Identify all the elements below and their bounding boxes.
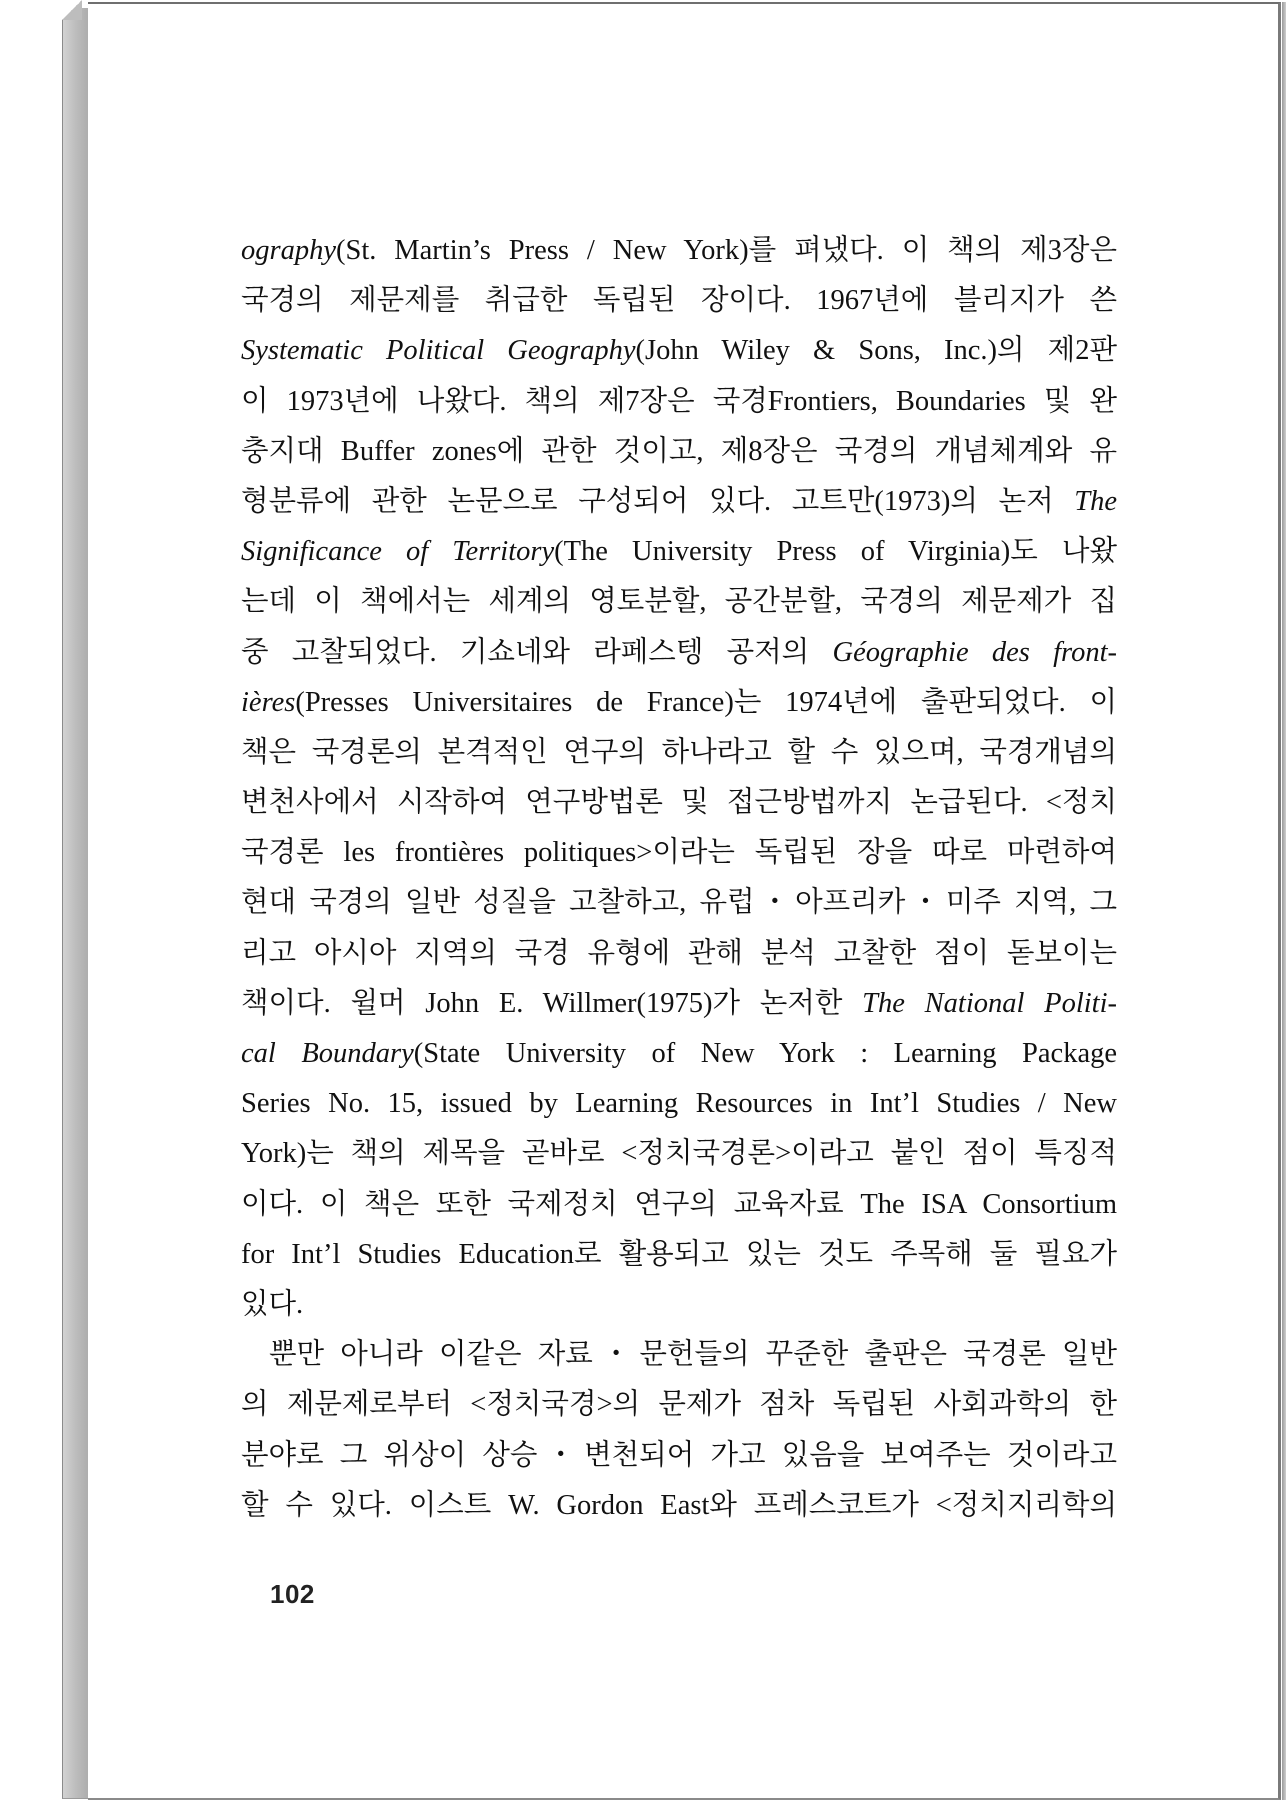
text-line: cal Boundary(State University of New York : Learning Package [241, 1038, 1117, 1069]
text-line: 리고 아시아 지역의 국경 유형에 관해 분석 고찰한 점이 돋보이는 [241, 937, 1117, 969]
text-line: 이 1973년에 나왔다. 책의 제7장은 국경Frontiers, Boundaries 및 완 [241, 385, 1117, 417]
italic-title: ography [241, 235, 336, 266]
text-line: 의 제문제로부터 <정치국경>의 문제가 점차 독립된 사회과학의 한 [241, 1389, 1117, 1421]
text-line: 형분류에 관한 논문으로 구성되어 있다. 고트만(1973)의 논저 The [241, 485, 1117, 517]
page-shadow [1282, 2, 1286, 1800]
text-line: 분야로 그 위상이 상승・변천되어 가고 있음을 보여주는 것이라고 [241, 1439, 1117, 1471]
body-text [241, 226, 1117, 1531]
italic-title: Significance of Territory [241, 536, 555, 568]
text-line-paragraph-end: 있다. [241, 1288, 304, 1320]
text-line: 책이다. 윌머 John E. Willmer(1975)가 논저한 The National Politi- [241, 987, 1117, 1019]
text-line: 책은 국경론의 본격적인 연구의 하나라고 할 수 있으며, 국경개념의 [241, 736, 1117, 768]
book-page-edge [62, 8, 91, 1799]
italic-title: Systematic Political Geography [241, 335, 636, 367]
text-line: 이다. 이 책은 또한 국제정치 연구의 교육자료 The ISA Consortium [241, 1188, 1117, 1220]
text-line: Significance of Territory(The University Press of Virginia)도 나왔 [241, 536, 1117, 568]
text-line: Series No. 15, issued by Learning Resources in Int’l Studies / New [241, 1088, 1117, 1120]
italic-title: cal Boundary [241, 1038, 414, 1069]
page-number: 102 [270, 1579, 315, 1609]
text-line: 충지대 Buffer zones에 관한 것이고, 제8장은 국경의 개념체계와 유 [241, 435, 1117, 467]
text-line: York)는 책의 제목을 곧바로 <정치국경론>이라고 붙인 점이 특징적 [241, 1138, 1117, 1170]
text-line: 변천사에서 시작하여 연구방법론 및 접근방법까지 논급된다. <정치 [241, 787, 1117, 819]
text-line: ières(Presses Universitaires de France)는 1974년에 출판되었다. 이 [241, 686, 1117, 718]
italic-title: Géographie des front- [832, 636, 1117, 668]
text-line-paragraph-start: 뿐만 아니라 이같은 자료・문헌들의 꾸준한 출판은 국경론 일반 [269, 1339, 1117, 1371]
text-line: 중 고찰되었다. 기쇼네와 라페스텡 공저의 Géographie des front- [241, 636, 1117, 668]
text-line: 국경론 les frontières politiques>이라는 독립된 장을 따로 마련하여 [241, 837, 1117, 869]
italic-title: ières [241, 686, 296, 718]
text-line: 는데 이 책에서는 세계의 영토분할, 공간분할, 국경의 제문제가 집 [241, 586, 1117, 618]
text-line: 국경의 제문제를 취급한 독립된 장이다. 1967년에 블리지가 쓴 [241, 285, 1117, 317]
italic-title: The [1074, 485, 1117, 517]
text-line: Systematic Political Geography(John Wiley & Sons, Inc.)의 제2판 [241, 335, 1117, 367]
text-line: for Int’l Studies Education로 활용되고 있는 것도 주목해 둘 필요가 [241, 1238, 1117, 1270]
italic-title: The National Politi- [862, 987, 1117, 1019]
text-line: ography(St. Martin’s Press / New York)를 펴냈다. 이 책의 제3장은 [241, 235, 1117, 266]
text-line: 현대 국경의 일반 성질을 고찰하고, 유럽・아프리카・미주 지역, 그 [241, 887, 1117, 919]
text-line: 할 수 있다. 이스트 W. Gordon East와 프레스코트가 <정치지리학의 [241, 1489, 1117, 1521]
